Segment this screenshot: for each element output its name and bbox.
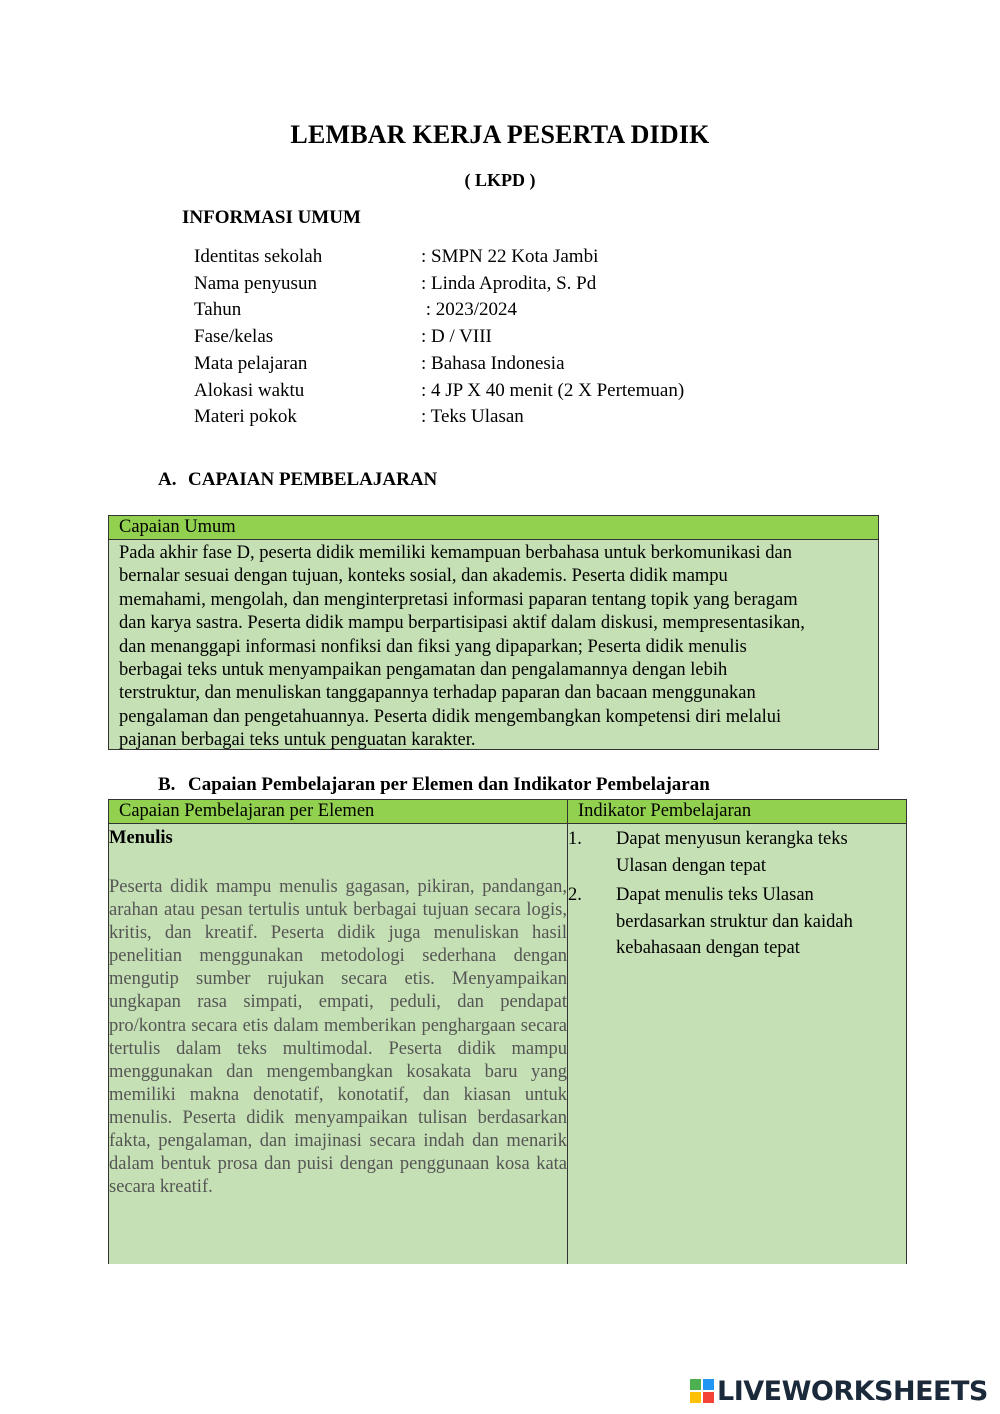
- element-title: Menulis: [109, 828, 173, 848]
- section-a-title: CAPAIAN PEMBELAJARAN: [188, 469, 438, 490]
- info-label: Mata pelajaran: [194, 352, 308, 374]
- info-label: Tahun: [194, 299, 242, 321]
- info-label: Nama penyusun: [194, 272, 317, 294]
- col-header-elemen: Capaian Pembelajaran per Elemen: [109, 800, 568, 823]
- section-b-heading: [158, 774, 710, 796]
- capaian-umum-body: [109, 540, 878, 749]
- info-value: : Bahasa Indonesia: [421, 352, 565, 374]
- indicator-number: 1.: [568, 829, 582, 849]
- info-value: : 2023/2024: [421, 299, 518, 321]
- capaian-elemen-header-row: [109, 800, 906, 824]
- indicator-text: Dapat menulis teks Ulasan berdasarkan struktur dan kaidah kebahasaan dengan tepat: [616, 885, 853, 958]
- capaian-umum-line: dan menanggapi informasi nonfiksi dan fiksi yang dipaparkan; Peserta didik menulis: [119, 636, 747, 657]
- capaian-umum-line: Pada akhir fase D, peserta didik memiliki kemampuan berbahasa untuk berkomunikasi dan: [119, 543, 793, 563]
- liveworksheets-logo: [690, 1374, 990, 1408]
- capaian-umum-line: memahami, mengolah, dan menginterpretasi informasi paparan tentang topik yang beragam: [119, 589, 798, 610]
- page-title: LEMBAR KERJA PESERTA DIDIK: [290, 120, 710, 149]
- info-row: [194, 351, 684, 378]
- info-row: [194, 404, 684, 431]
- indikator-cell: [568, 824, 906, 1264]
- info-row: [194, 271, 684, 298]
- info-row: [194, 297, 684, 324]
- info-value: : Teks Ulasan: [421, 406, 524, 428]
- capaian-umum-table: [108, 515, 879, 750]
- capaian-umum-line: bernalar sesuai dengan tujuan, konteks sosial, dan akademis. Peserta didik mampu: [119, 566, 728, 587]
- info-table: [194, 244, 684, 431]
- liveworksheets-logo-text: LIVEWORKSHEETS: [717, 1375, 988, 1407]
- element-text: Peserta didik mampu menulis gagasan, pikiran, pandangan, arahan atau pesan tertulis untuk berbagai tujuan secara logis, kritis, dan kreatif. Peserta didik juga menuliskan hasil penelitian menggunakan metodologi sederhana dengan mengutip sumber rujukan secara etis. Menyampaikan ungkapan rasa simpati, empati, peduli, dan pendapat pro/kontra secara etis dalam memberikan penghargaan secara tertulis dalam teks multimodal. Peserta didik mampu menggunakan dan mengembangkan kosakata baru yang memiliki makna denotatif, konotatif, dan kiasan untuk menulis. Peserta didik menyampaikan tulisan berdasarkan fakta, pengalaman, dan imajinasi secara indah dan menarik dalam bentuk prosa dan puisi dengan penggunaan kosa kata secara kreatif.: [109, 877, 567, 1198]
- capaian-elemen-body-row: [109, 824, 906, 1264]
- info-value: : Linda Aprodita, S. Pd: [421, 272, 597, 294]
- section-a-heading: [158, 469, 437, 491]
- capaian-elemen-table: [108, 799, 907, 1264]
- page-subtitle: ( LKPD ): [464, 170, 536, 190]
- section-b-title: Capaian Pembelajaran per Elemen dan Indikator Pembelajaran: [188, 774, 710, 795]
- info-row: [194, 378, 684, 405]
- capaian-umum-line: terstruktur, dan menuliskan tanggapannya terhadap paparan dan bacaan menggunakan: [119, 683, 756, 704]
- col-header-indikator: Indikator Pembelajaran: [578, 801, 752, 821]
- info-label: Materi pokok: [194, 406, 297, 428]
- info-value: : D / VIII: [421, 326, 492, 348]
- info-row: [194, 244, 684, 271]
- info-value: : 4 JP X 40 menit (2 X Pertemuan): [421, 379, 685, 401]
- info-label: Identitas sekolah: [194, 246, 323, 267]
- info-label: Fase/kelas: [194, 326, 274, 348]
- capaian-umum-line: pengalaman dan pengetahuannya. Peserta didik mengembangkan kompetensi diri melalui: [119, 706, 782, 727]
- info-heading: INFORMASI UMUM: [182, 207, 361, 228]
- capaian-umum-line: dan karya sastra. Peserta didik mampu berpartisipasi aktif dalam diskusi, mempresentasikan,: [119, 613, 805, 634]
- capaian-umum-line: pajanan berbagai teks untuk penguatan karakter.: [119, 730, 476, 751]
- info-row: [194, 324, 684, 351]
- capaian-umum-line: berbagai teks untuk menyampaikan pengamatan dan pengalamannya dengan lebih: [119, 660, 728, 681]
- elemen-cell: [109, 824, 568, 1264]
- capaian-umum-header: Capaian Umum: [109, 516, 878, 540]
- section-b-letter: B.: [158, 774, 176, 795]
- info-label: Alokasi waktu: [194, 379, 305, 401]
- indicator-text: Dapat menyusun kerangka teks Ulasan dengan tepat: [616, 829, 848, 876]
- section-a-letter: A.: [158, 469, 177, 490]
- info-value: : SMPN 22 Kota Jambi: [421, 246, 599, 267]
- indicator-number: 2.: [568, 885, 582, 905]
- liveworksheets-logo-icon: [690, 1379, 714, 1403]
